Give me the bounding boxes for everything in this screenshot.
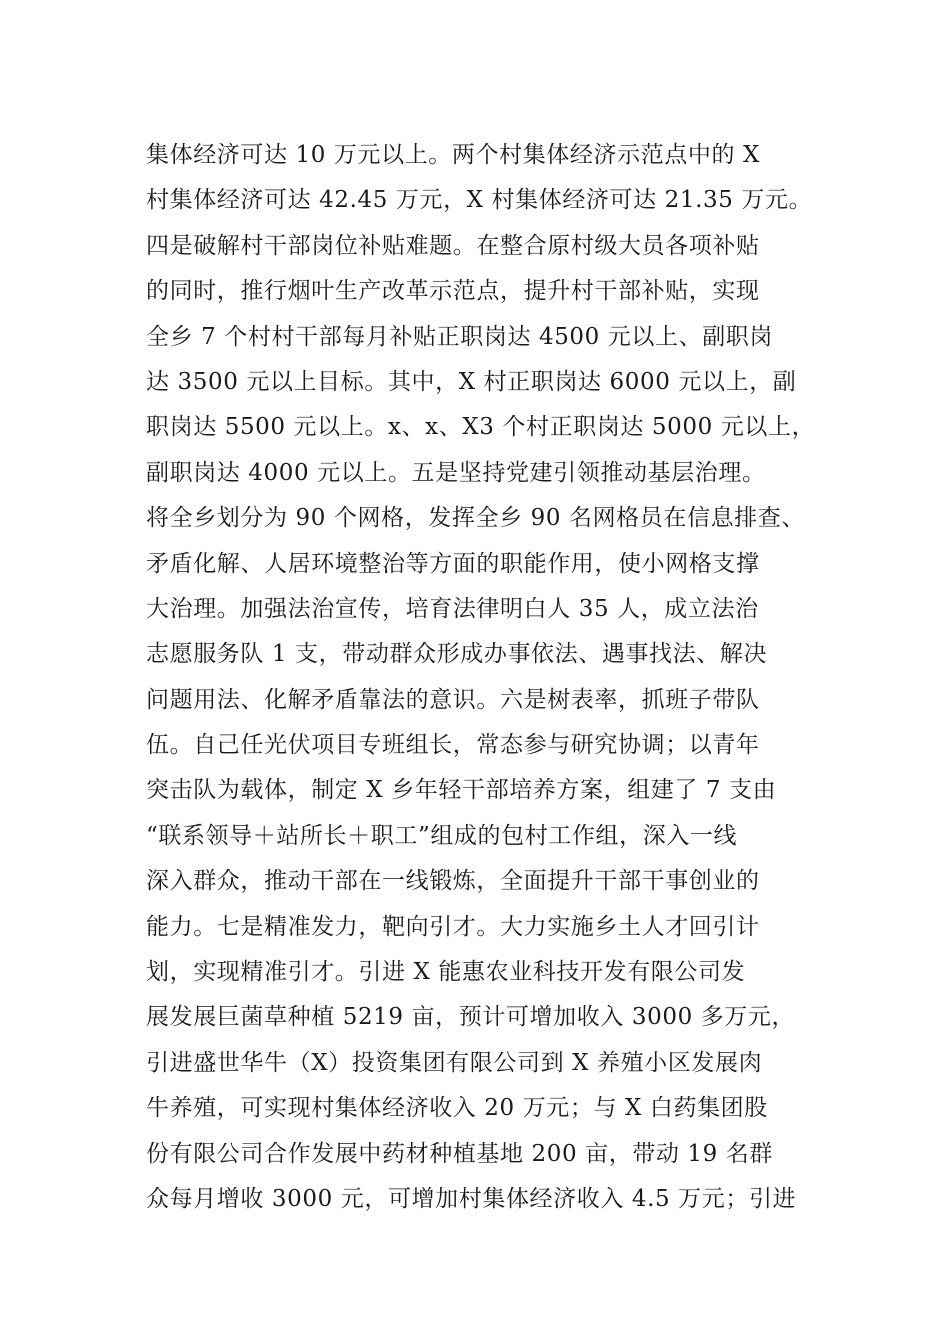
text-line: 展发展巨菌草种植 5219 亩，预计可增加收入 3000 多万元， bbox=[146, 1004, 796, 1031]
text-line: 村集体经济可达 42.45 万元，X 村集体经济可达 21.35 万元。 bbox=[146, 187, 813, 214]
text-line: 志愿服务队 1 支，带动群众形成办事依法、遇事找法、解决 bbox=[146, 641, 768, 668]
text-line: 四是破解村干部岗位补贴难题。在整合原村级大员各项补贴 bbox=[146, 232, 760, 259]
text-line: “联系领导＋站所长＋职工”组成的包村工作组，深入一线 bbox=[146, 822, 738, 849]
text-line: 引进盛世华牛（X）投资集团有限公司到 X 养殖小区发展肉 bbox=[146, 1049, 763, 1076]
text-line: 大治理。加强法治宣传，培育法律明白人 35 人，成立法治 bbox=[146, 595, 759, 622]
text-line: 牛养殖，可实现村集体经济收入 20 万元；与 X 白药集团股 bbox=[146, 1095, 768, 1122]
text-line: 全乡 7 个村村干部每月补贴正职岗达 4500 元以上、副职岗 bbox=[146, 323, 774, 350]
text-line: 矛盾化解、人居环境整治等方面的职能作用，使小网格支撑 bbox=[146, 550, 760, 577]
text-line: 的同时，推行烟叶生产改革示范点，提升村干部补贴，实现 bbox=[146, 278, 760, 305]
text-line: 众每月增收 3000 元，可增加村集体经济收入 4.5 万元；引进 bbox=[146, 1185, 797, 1212]
text-line: 将全乡划分为 90 个网格，发挥全乡 90 名网格员在信息排查、 bbox=[146, 505, 805, 532]
text-line: 伍。自己任光伏项目专班组长，常态参与研究协调；以青年 bbox=[146, 732, 760, 759]
text-line: 副职岗达 4000 元以上。五是坚持党建引领推动基层治理。 bbox=[146, 459, 766, 486]
body-paragraph bbox=[146, 133, 826, 1222]
text-line: 划，实现精准引才。引进 X 能惠农业科技开发有限公司发 bbox=[146, 959, 746, 986]
text-line: 职岗达 5500 元以上。x、x、X3 个村正职岗达 5000 元以上， bbox=[146, 414, 816, 441]
text-line: 深入群众，推动干部在一线锻炼，全面提升干部干事创业的 bbox=[146, 868, 760, 895]
text-line: 突击队为载体，制定 X 乡年轻干部培养方案，组建了 7 支由 bbox=[146, 777, 777, 804]
text-line: 达 3500 元以上目标。其中，X 村正职岗达 6000 元以上，副 bbox=[146, 368, 797, 395]
text-line: 问题用法、化解矛盾靠法的意识。六是树表率，抓班子带队 bbox=[146, 686, 760, 713]
text-line: 能力。七是精准发力，靶向引才。大力实施乡土人才回引计 bbox=[146, 913, 760, 940]
text-line: 集体经济可达 10 万元以上。两个村集体经济示范点中的 X bbox=[146, 142, 760, 168]
text-line: 份有限公司合作发展中药材种植基地 200 亩，带动 19 名群 bbox=[146, 1140, 774, 1167]
